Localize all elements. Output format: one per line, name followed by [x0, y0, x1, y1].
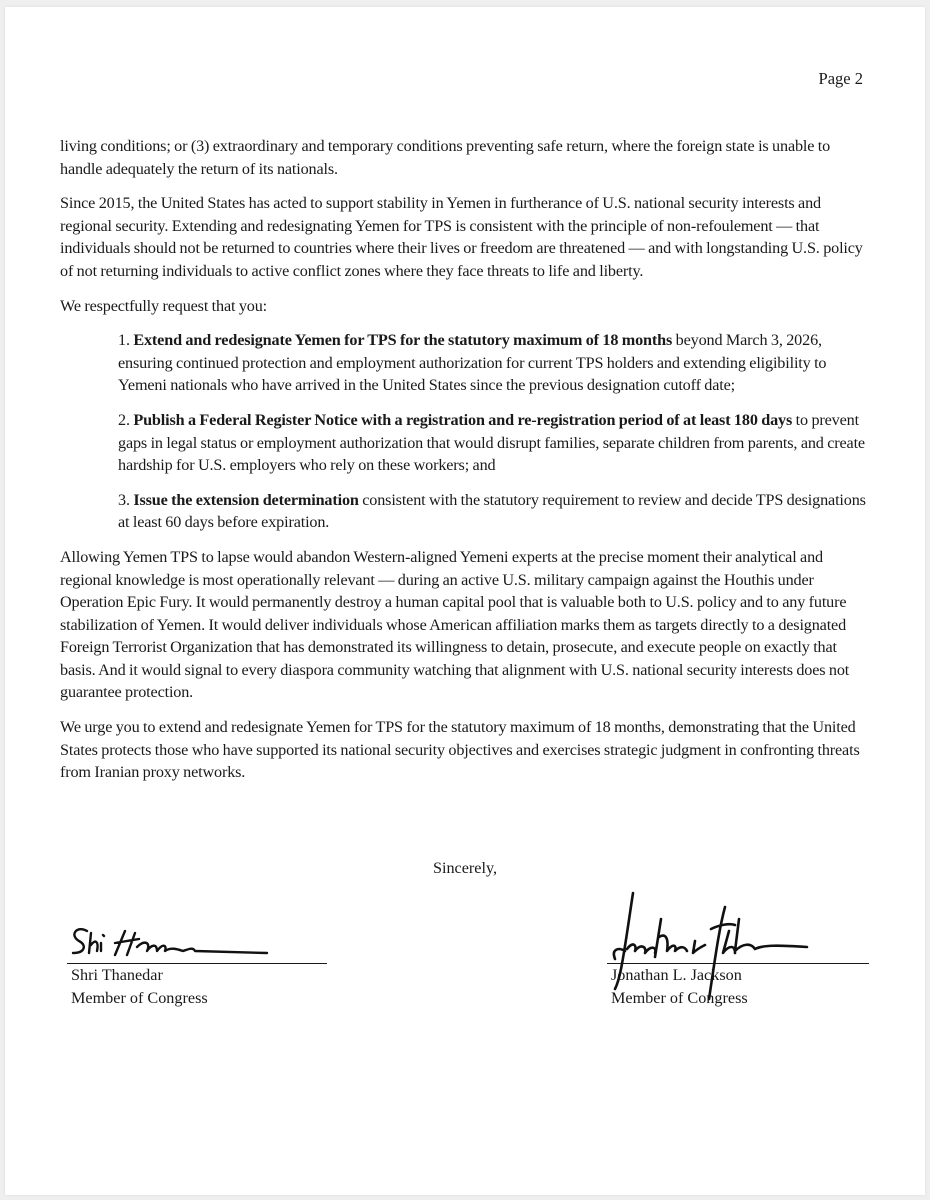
signature-jackson-icon: [607, 889, 837, 1009]
request-number: 2.: [118, 410, 130, 429]
signature-block-jackson: [607, 887, 869, 1010]
closing: [5, 859, 930, 878]
signature-area: [607, 887, 869, 963]
signature-thanedar-icon: [67, 913, 287, 963]
request-number: 3.: [118, 490, 130, 509]
signatory-title: Member of Congress: [611, 989, 748, 1007]
request-item-1: [60, 329, 875, 397]
paragraph-statutory-conditions: living conditions; or (3) extraordinary and temporary conditions preventing safe return, where the foreign state is unable to handle adequately the return of its nationals.: [60, 137, 831, 178]
signature-block-thanedar: [67, 907, 327, 1010]
request-bold-text: Issue the extension determination: [133, 490, 359, 509]
paragraph-urge: We urge you to extend and redesignate Yemen for TPS for the statutory maximum of 18 months, demonstrating that the United States protects those who have supported its national security objectives and exercises strategic judgment in confronting threats from Iranian proxy networks.: [60, 718, 860, 782]
letter-page: [5, 7, 925, 1195]
page-number: Page 2: [818, 69, 863, 88]
request-number: 1.: [118, 331, 130, 350]
request-bold-text: Extend and redesignate Yemen for TPS for the statutory maximum of 18 months: [133, 331, 673, 350]
signatory-name: Shri Thanedar: [71, 966, 163, 984]
paragraph-consequences: Allowing Yemen TPS to lapse would abandon Western-aligned Yemeni experts at the precise moment their analytical and regional knowledge is most operationally relevant — during an active U.S. military campaign against the Houthis under Operation Epic Fury. It would permanently destroy a human capital pool that is valuable both to U.S. policy and to any future stabilization of Yemen. It would deliver individuals whose American affiliation marks them as targets directly to a designated Foreign Terrorist Organization that has demonstrated its willingness to detain, prosecute, and execute people on exactly that basis. And it would signal to every diaspora community watching that alignment with U.S. national security interests does not guarantee protection.: [60, 547, 850, 702]
signatory-title: Member of Congress: [71, 989, 208, 1007]
paragraph-request-intro: We respectfully request that you:: [60, 296, 268, 315]
request-bold-text: Publish a Federal Register Notice with a registration and re-registration period of at least 180 days: [133, 410, 793, 429]
request-text: beyond March 3, 2026, ensuring continued protection and employment authorization for current TPS holders and extending eligibility to Yemeni nationals who have arrived in the United States since the previous designation cutoff date;: [118, 331, 827, 395]
request-text: to prevent gaps in legal status or employment authorization that would disrupt families, separate children from parents, and create hardship for U.S. employers who rely on these workers; and: [118, 410, 865, 475]
letter-body: [60, 135, 875, 796]
signatory-name: Jonathan L. Jackson: [611, 966, 742, 984]
request-item-3: [60, 489, 875, 534]
request-text: consistent with the statutory requirement to review and decide TPS designations at least 60 days before expiration.: [118, 490, 866, 532]
paragraph-us-support: Since 2015, the United States has acted to support stability in Yemen in furtherance of U.S. national security interests and regional security. Extending and redesignating Yemen for TPS is consistent with the principle of non-refoulement — that individuals should not be returned to countries where their lives or freedom are threatened — and with longstanding U.S. policy of not returning individuals to active conflict zones where they face threats to life and liberty.: [60, 194, 863, 280]
signature-area: [67, 907, 327, 963]
request-item-2: [60, 409, 875, 477]
closing-text: Sincerely,: [432, 859, 498, 877]
